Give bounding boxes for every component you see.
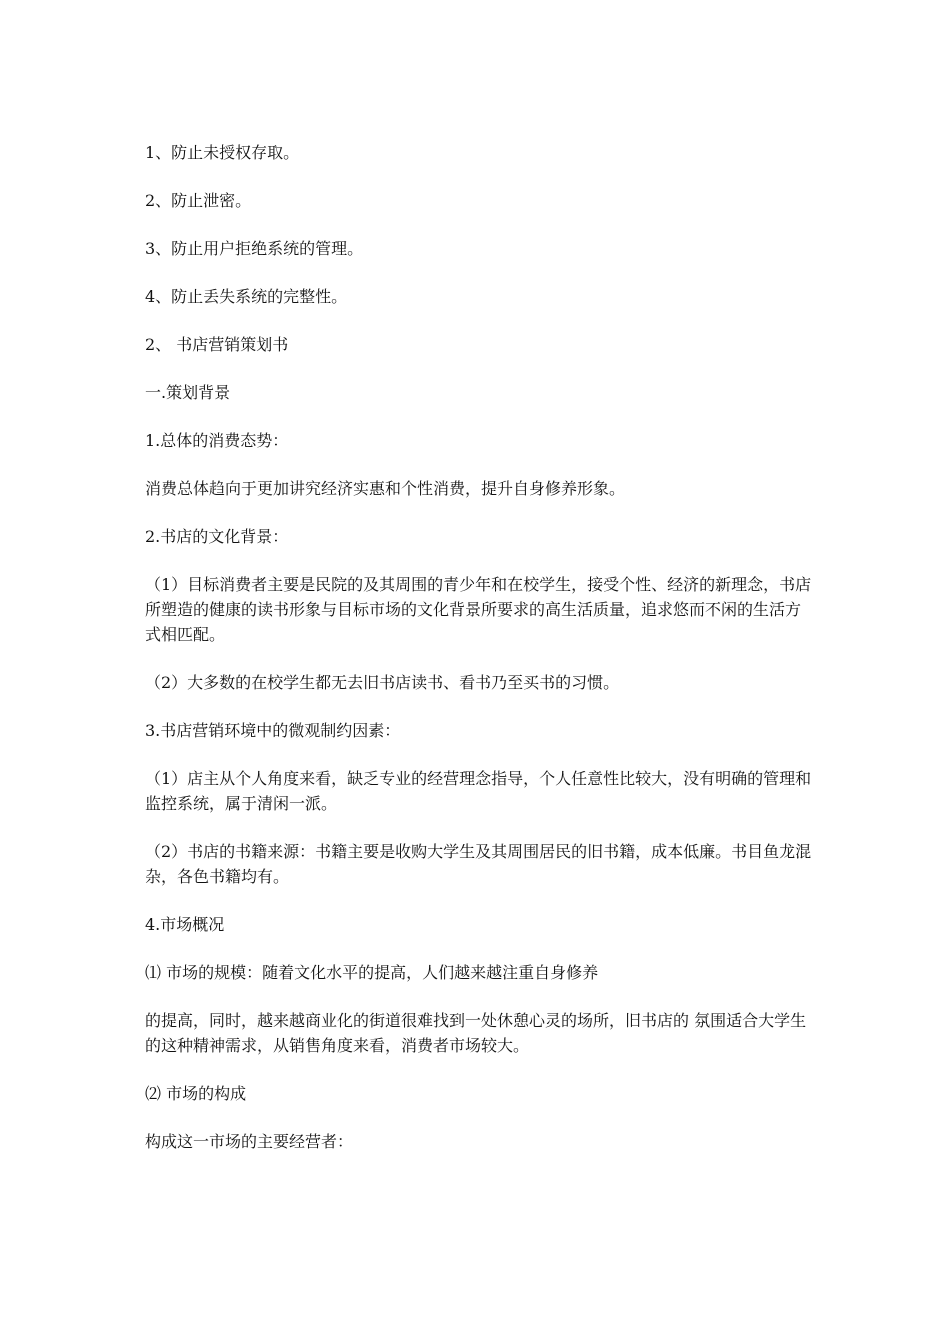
subheading-market-overview: 4.市场概况 bbox=[145, 915, 225, 934]
paragraph-consumption-trend: 消费总体趋向于更加讲究经济实惠和个性消费，提升自身修养形象。 bbox=[145, 479, 626, 498]
subheading-cultural-background: 2.书店的文化背景： bbox=[145, 527, 289, 546]
list-item-prevent-leakage: 2、防止泄密。 bbox=[145, 191, 252, 210]
section-heading-background: 一.策划背景 bbox=[145, 383, 231, 402]
paragraph-market-scale: ⑴ 市场的规模：随着文化水平的提高，人们越来越注重自身修养 bbox=[145, 963, 599, 982]
subheading-micro-factors: 3.书店营销环境中的微观制约因素： bbox=[145, 721, 401, 740]
paragraph-market-scale-continued: 的提高，同时，越来越商业化的街道很难找到一处休憩心灵的场所，旧书店的 氛围适合大学生的这种精神需求，从销售角度来看，消费者市场较大。 bbox=[145, 1011, 807, 1055]
paragraph-book-sources: （2）书店的书籍来源：书籍主要是收购大学生及其周围居民的旧书籍，成本低廉。书目鱼龙混杂，各色书籍均有。 bbox=[145, 842, 812, 886]
list-item-prevent-user-refusal: 3、防止用户拒绝系统的管理。 bbox=[145, 239, 364, 258]
list-item-prevent-integrity-loss: 4、防止丢失系统的完整性。 bbox=[145, 287, 348, 306]
document-body bbox=[145, 140, 813, 1177]
paragraph-student-habits: （2）大多数的在校学生都无去旧书店读书、看书乃至买书的习惯。 bbox=[145, 673, 620, 692]
paragraph-main-operators: 构成这一市场的主要经营者： bbox=[145, 1132, 354, 1151]
paragraph-owner-perspective: （1）店主从个人角度来看，缺乏专业的经营理念指导，个人任意性比较大，没有明确的管理和监控系统，属于清闲一派。 bbox=[145, 769, 812, 813]
subheading-consumption-trend: 1.总体的消费态势： bbox=[145, 431, 289, 450]
paragraph-target-consumers: （1）目标消费者主要是民院的及其周围的青少年和在校学生，接受个性、经济的新理念，书店所塑造的健康的读书形象与目标市场的文化背景所要求的高生活质量，追求悠而不闲的生活方式相匹配。 bbox=[145, 575, 812, 644]
paragraph-market-composition: ⑵ 市场的构成 bbox=[145, 1084, 247, 1103]
list-item-prevent-unauthorized-access: 1、防止未授权存取。 bbox=[145, 143, 300, 162]
section-heading-bookstore-plan: 2、 书店营销策划书 bbox=[145, 335, 289, 354]
